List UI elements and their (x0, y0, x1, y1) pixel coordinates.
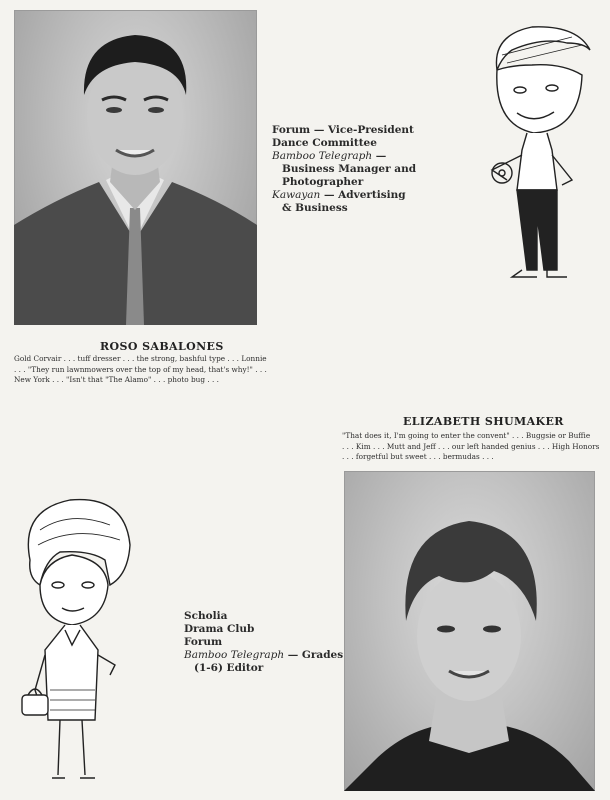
blurb-line: . . . forgetful but sweet . . . bermudas . . . (342, 452, 494, 461)
student-name: ELIZABETH SHUMAKER (403, 415, 564, 428)
activity-text: — (372, 150, 387, 162)
student-name: ROSO SABALONES (100, 340, 224, 353)
publication-title: Kawayan (272, 189, 321, 201)
publication-title: Bamboo Telegraph (272, 150, 373, 162)
activity-text: — Grades (284, 649, 344, 661)
activity-line: & Business (282, 202, 348, 214)
blurb-line: "That does it, I'm going to enter the convent" . . . Buggsie or Buffie (342, 431, 591, 440)
blurb-line: New York . . . "Isn't that "The Alamo" . . . photo bug . . . (14, 375, 219, 384)
activities-list-elizabeth (184, 610, 343, 675)
activity-line: Drama Club (184, 623, 255, 635)
activity-line (272, 189, 416, 202)
publication-title: Bamboo Telegraph (184, 649, 285, 661)
portrait-image (344, 471, 595, 791)
activity-line: (1-6) Editor (194, 662, 264, 674)
caricature-image (10, 490, 150, 790)
blurb-line: Gold Corvair . . . tuff dresser . . . the strong, bashful type . . . Lonnie (14, 354, 267, 363)
activity-line: Business Manager and (282, 163, 417, 175)
portrait-image (14, 10, 257, 325)
blurb-line: . . . Kim . . . Mutt and Jeff . . . our left handed genius . . . High Honors (342, 441, 600, 451)
activity-line (272, 150, 416, 163)
activity-line: Forum (184, 636, 223, 648)
caricature-drawing-roso (472, 15, 602, 280)
caricature-image (472, 15, 602, 280)
activity-line: Dance Committee (272, 137, 377, 149)
activity-line: Scholia (184, 610, 228, 622)
portrait-photo-roso-sabalones (14, 10, 257, 325)
activity-line (184, 649, 343, 662)
student-blurb (342, 431, 599, 463)
activity-line: Photographer (282, 176, 364, 188)
activity-text: — Advertising (320, 189, 406, 201)
blurb-line: . . . "They run lawnmowers over the top of my head, that's why!" . . . (14, 364, 267, 374)
activities-list-roso (272, 124, 416, 215)
activity-line: Forum — Vice-President (272, 124, 414, 136)
student-blurb (14, 354, 267, 386)
caricature-drawing-elizabeth (10, 490, 150, 790)
portrait-photo-elizabeth-shumaker (344, 471, 595, 791)
